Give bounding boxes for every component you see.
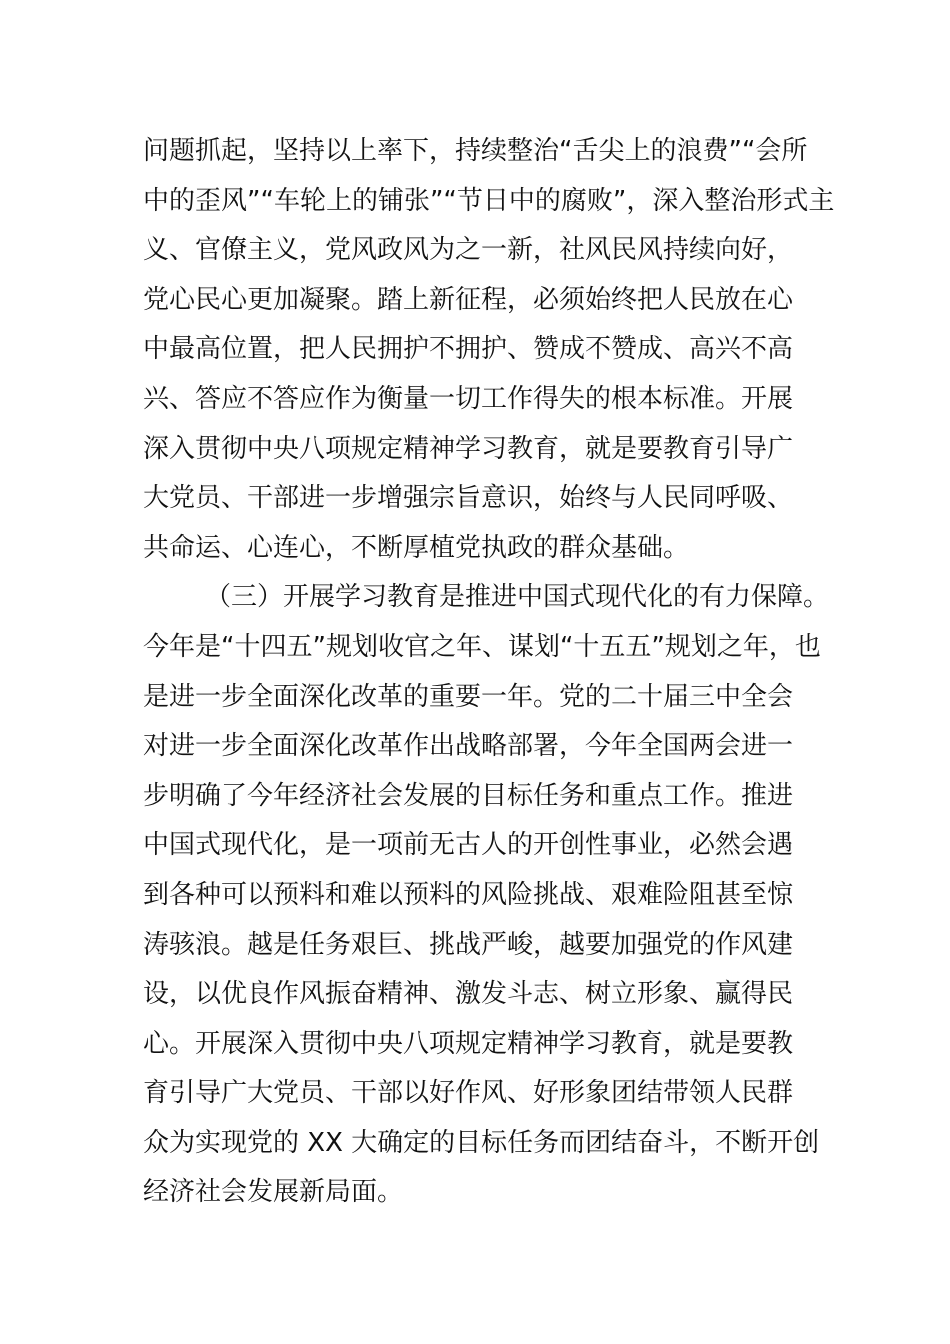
text-line: 党心民心更加凝聚。踏上新征程，必须始终把人民放在心 bbox=[143, 284, 794, 315]
text-line: 中国式现代化，是一项前无古人的开创性事业，必然会遇 bbox=[143, 830, 794, 861]
text-line: 共命运、心连心，不断厚植党执政的群众基础。 bbox=[143, 532, 690, 563]
text-line: 今年是“十四五”规划收官之年、谋划“十五五”规划之年，也 bbox=[143, 631, 821, 662]
text-line: 中最高位置，把人民拥护不拥护、赞成不赞成、高兴不高 bbox=[143, 334, 794, 365]
text-line: 中的歪风”“车轮上的铺张”“节日中的腐败”，深入整治形式主 bbox=[143, 185, 835, 216]
text-line: 步明确了今年经济社会发展的目标任务和重点工作。推进 bbox=[143, 780, 794, 811]
text-line: 设，以优良作风振奋精神、激发斗志、树立形象、赢得民 bbox=[143, 979, 794, 1010]
text-line: 深入贯彻中央八项规定精神学习教育，就是要教育引导广 bbox=[143, 433, 794, 464]
text-line: 大党员、干部进一步增强宗旨意识，始终与人民同呼吸、 bbox=[143, 483, 794, 514]
text-line: 心。开展深入贯彻中央八项规定精神学习教育，就是要教 bbox=[143, 1028, 794, 1059]
text-line: 涛骇浪。越是任务艰巨、挑战严峻，越要加强党的作风建 bbox=[143, 929, 794, 960]
section-heading: （三）开展学习教育是推进中国式现代化的有力保障。 bbox=[205, 582, 830, 613]
text-line: 兴、答应不答应作为衡量一切工作得失的根本标准。开展 bbox=[143, 383, 794, 414]
text-line: 义、官僚主义，党风政风为之一新，社风民风持续向好， bbox=[143, 235, 794, 266]
document-body bbox=[143, 127, 835, 1218]
text-line: 经济社会发展新局面。 bbox=[143, 1177, 404, 1208]
text-line: 问题抓起，坚持以上率下，持续整治“舌尖上的浪费”“会所 bbox=[143, 136, 808, 166]
text-line: 是进一步全面深化改革的重要一年。党的二十届三中全会 bbox=[143, 681, 794, 712]
text-line: 育引导广大党员、干部以好作风、好形象团结带领人民群 bbox=[143, 1078, 794, 1109]
text-line: 到各种可以预料和难以预料的风险挑战、艰难险阻甚至惊 bbox=[143, 879, 794, 910]
text-line: 众为实现党的 XX 大确定的目标任务而团结奋斗，不断开创 bbox=[143, 1127, 820, 1158]
text-line: 对进一步全面深化改革作出战略部署，今年全国两会进一 bbox=[143, 731, 794, 762]
